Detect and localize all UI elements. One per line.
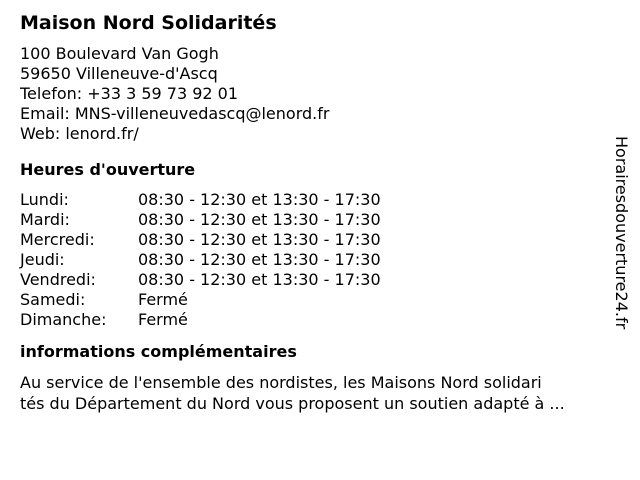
day-label: Samedi: xyxy=(20,290,86,309)
info-heading: informations complémentaires xyxy=(20,342,297,361)
hours-row-wednesday xyxy=(20,230,610,250)
hours-table xyxy=(20,190,610,330)
hours-row-tuesday xyxy=(20,210,610,230)
website-link: Web: lenord.fr/ xyxy=(20,124,139,143)
day-label: Mercredi: xyxy=(20,230,95,249)
time-value: Fermé xyxy=(138,290,188,309)
time-value: 08:30 - 12:30 et 13:30 - 17:30 xyxy=(138,190,381,209)
time-value: 08:30 - 12:30 et 13:30 - 17:30 xyxy=(138,250,381,269)
contact-block xyxy=(20,44,610,144)
hours-row-friday xyxy=(20,270,610,290)
time-value: 08:30 - 12:30 et 13:30 - 17:30 xyxy=(138,230,381,249)
hours-heading: Heures d'ouverture xyxy=(20,160,196,179)
time-value: 08:30 - 12:30 et 13:30 - 17:30 xyxy=(138,270,381,289)
description-line: Au service de l'ensemble des nordistes, les Maisons Nord solidari xyxy=(20,373,542,392)
phone-number: Telefon: +33 3 59 73 92 01 xyxy=(20,84,239,103)
city-address: 59650 Villeneuve-d'Ascq xyxy=(20,64,218,83)
email-address: Email: MNS-villeneuvedascq@lenord.fr xyxy=(20,104,330,123)
hours-row-saturday xyxy=(20,290,610,310)
time-value: 08:30 - 12:30 et 13:30 - 17:30 xyxy=(138,210,381,229)
page-title: Maison Nord Solidarités xyxy=(20,12,277,34)
day-label: Lundi: xyxy=(20,190,69,209)
site-watermark: Horairesdouverture24.fr xyxy=(612,136,631,330)
day-label: Jeudi: xyxy=(20,250,65,269)
day-label: Dimanche: xyxy=(20,310,107,329)
hours-row-thursday xyxy=(20,250,610,270)
day-label: Mardi: xyxy=(20,210,70,229)
hours-row-monday xyxy=(20,190,610,210)
description-line: tés du Département du Nord vous proposent un soutien adapté à ... xyxy=(20,394,565,413)
time-value: Fermé xyxy=(138,310,188,329)
business-card xyxy=(20,10,610,414)
hours-row-sunday xyxy=(20,310,610,330)
street-address: 100 Boulevard Van Gogh xyxy=(20,44,219,63)
info-description xyxy=(20,372,610,414)
day-label: Vendredi: xyxy=(20,270,96,289)
